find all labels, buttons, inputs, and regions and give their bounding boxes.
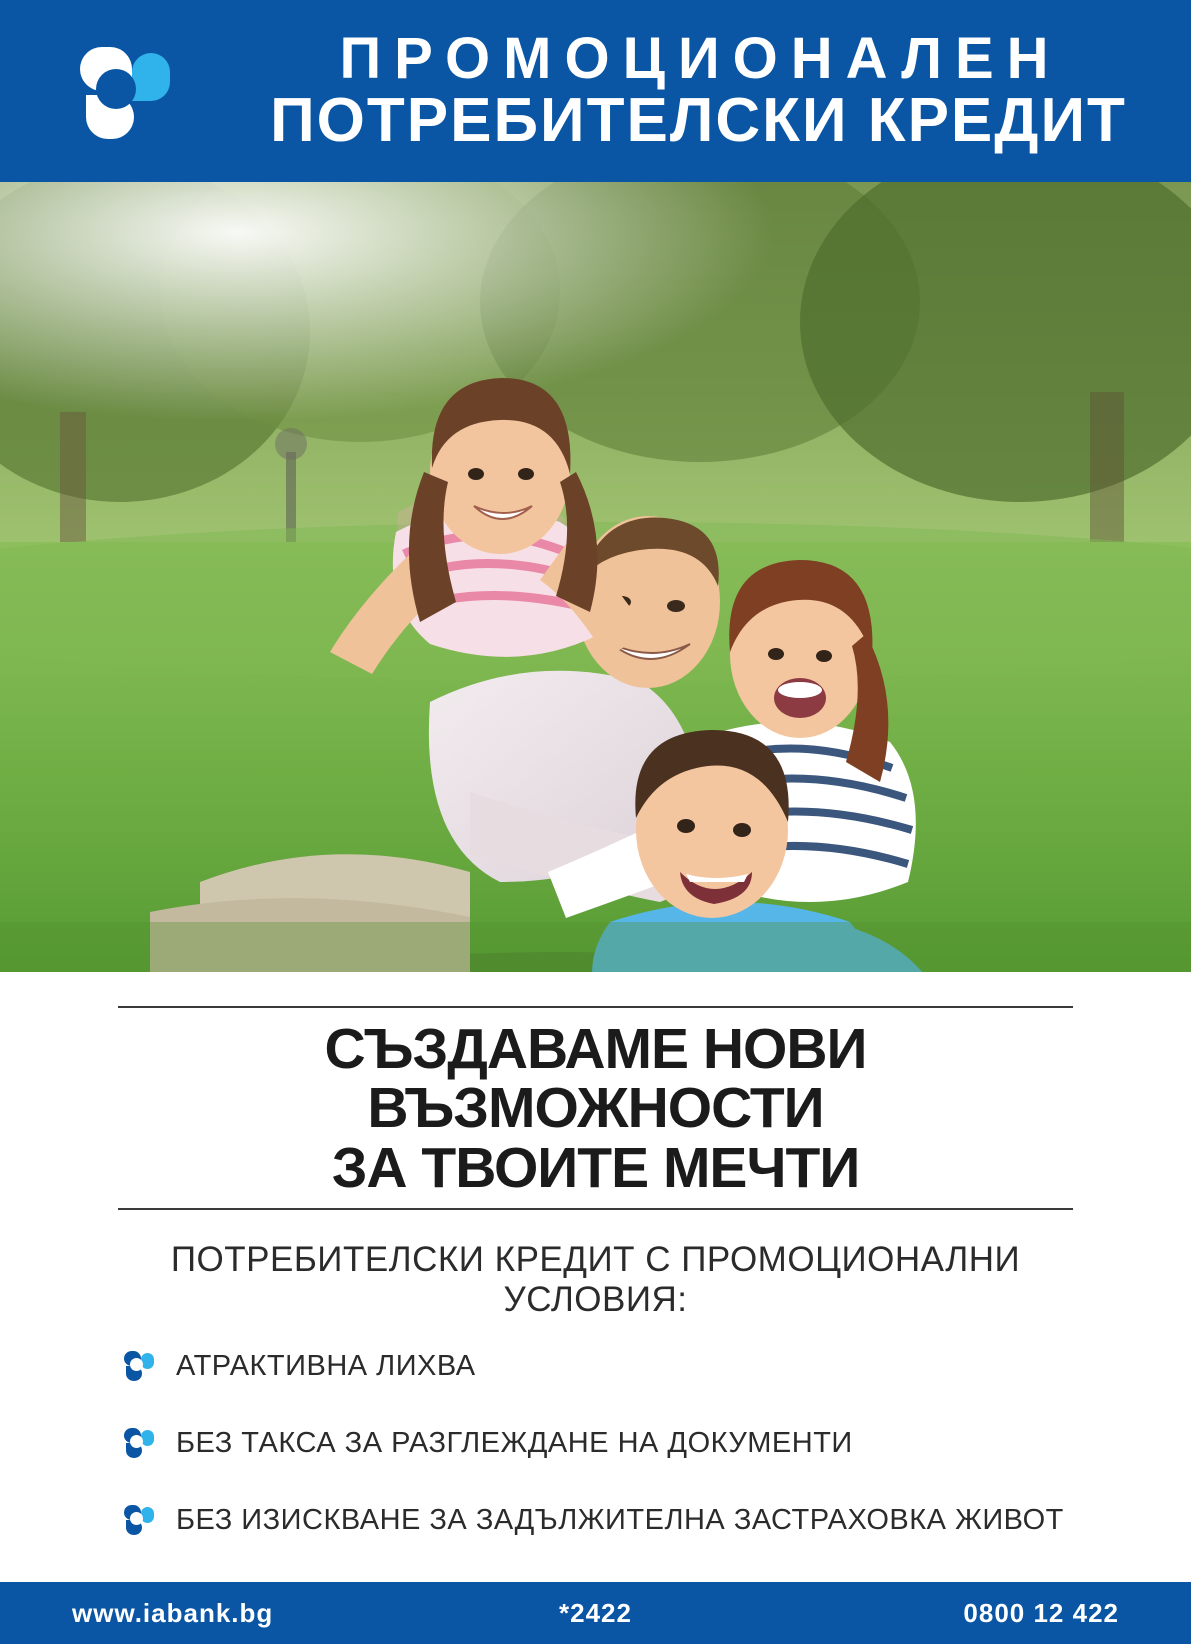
list-item — [124, 1427, 1073, 1460]
list-item — [124, 1350, 1073, 1383]
ia-bank-bullet-icon — [124, 1428, 154, 1458]
benefit-label: АТРАКТИВНА ЛИХВА — [176, 1349, 476, 1382]
header-title-line2: ПОТРЕБИТЕЛСКИ КРЕДИТ — [270, 86, 1127, 156]
phone-number[interactable]: 0800 12 422 — [963, 1597, 1119, 1628]
ia-bank-bullet-icon — [124, 1351, 154, 1381]
headline-line1: СЪЗДАВАМЕ НОВИ ВЪЗМОЖНОСТИ — [324, 1017, 867, 1141]
benefit-label: БЕЗ ТАКСА ЗА РАЗГЛЕЖДАНЕ НА ДОКУМЕНТИ — [176, 1426, 853, 1459]
header-title-line1: ПРОМОЦИОНАЛЕН — [339, 25, 1062, 91]
header-titles — [200, 25, 1191, 156]
headline-line2: ЗА ТВОИТЕ МЕЧТИ — [331, 1135, 860, 1200]
ia-bank-bullet-icon — [124, 1505, 154, 1535]
subheadline: ПОТРЕБИТЕЛСКИ КРЕДИТ С ПРОМОЦИОНАЛНИ УСЛОВИЯ: — [170, 1239, 1021, 1319]
page-title — [118, 1008, 1073, 1208]
poster-header — [0, 0, 1191, 182]
list-item — [124, 1504, 1073, 1537]
hero-illustration — [0, 182, 1191, 972]
poster-footer — [0, 1582, 1191, 1644]
poster-content — [0, 972, 1191, 1582]
short-number[interactable]: *2422 — [559, 1597, 632, 1628]
hero-photo — [0, 182, 1191, 972]
ia-bank-logo-icon — [80, 47, 172, 139]
website-link[interactable]: www.iabank.bg — [72, 1597, 274, 1628]
benefit-label: БЕЗ ИЗИСКВАНЕ ЗА ЗАДЪЛЖИТЕЛНА ЗАСТРАХОВКА ЖИВОТ — [176, 1503, 1064, 1536]
benefits-list — [118, 1350, 1073, 1537]
